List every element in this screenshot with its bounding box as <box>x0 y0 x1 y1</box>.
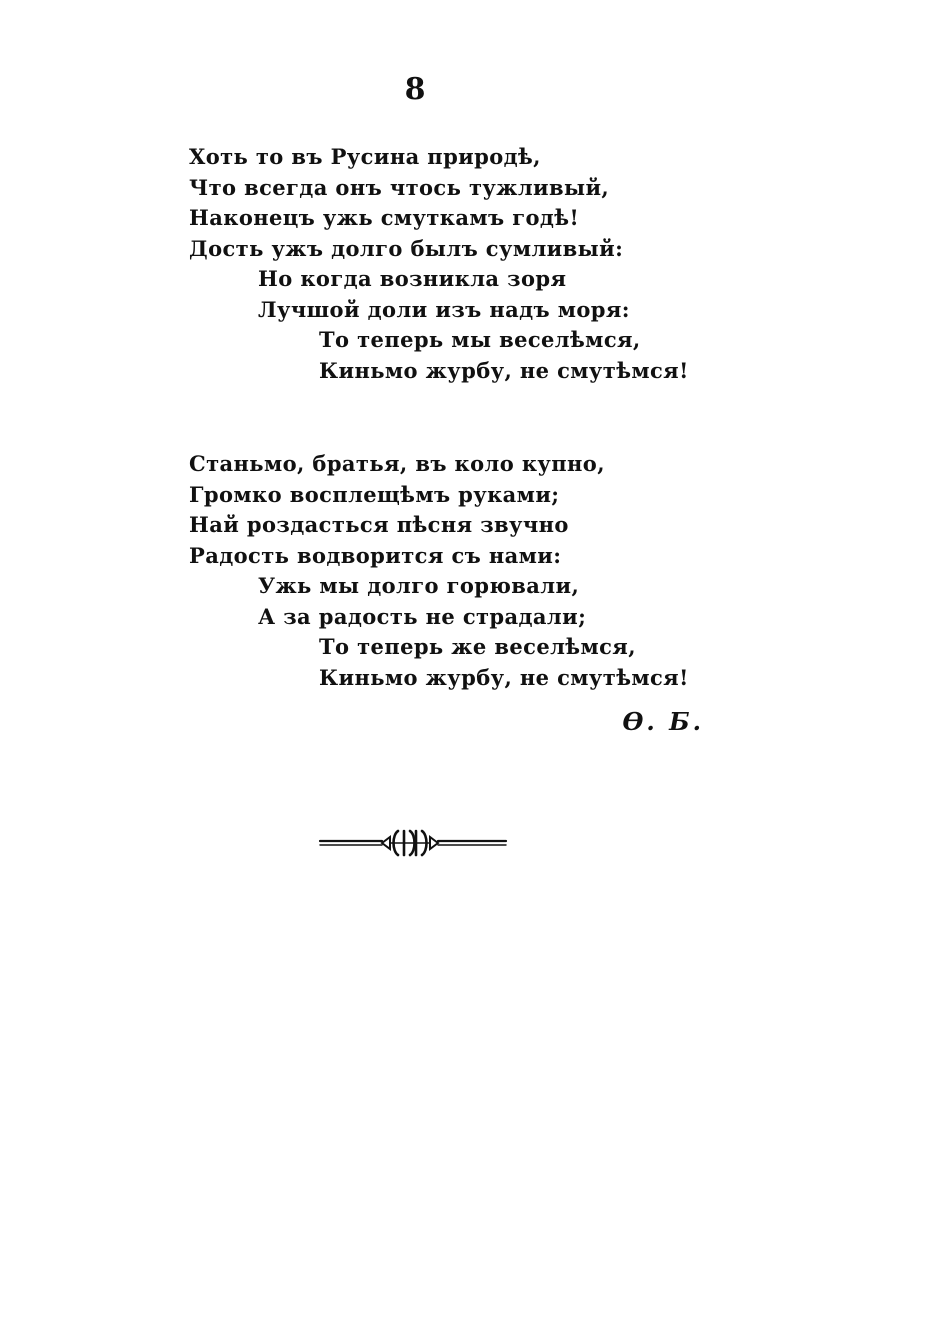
verse-line: Наконецъ ужь смуткамъ годѣ! <box>189 205 580 230</box>
verse-line: Най роздасться пѣсня звучно <box>189 512 569 537</box>
author-signature: Ѳ. Б. <box>622 707 704 736</box>
poem-stanza-1 <box>189 142 689 386</box>
verse-line: Ужь мы долго горювали, <box>258 573 580 598</box>
verse-line: Дость ужъ долго былъ сумливый: <box>189 235 624 261</box>
poem-stanza-2 <box>189 449 689 693</box>
verse-line: То теперь же веселѣмся, <box>319 634 636 659</box>
verse-line: Громко восплещѣмъ руками; <box>189 481 560 507</box>
verse-line: Но когда возникла зоря <box>258 266 567 291</box>
decorative-divider-icon <box>316 826 510 864</box>
page-number: 8 <box>404 72 426 107</box>
verse-line: А за радость не страдали; <box>258 603 587 629</box>
verse-line: Киньмо журбу, не смутѣмся! <box>319 357 689 383</box>
verse-line: Что всегда онъ чтось тужливый, <box>189 174 610 200</box>
verse-line: Станьмо, братья, въ коло купно, <box>189 451 605 476</box>
verse-line: То теперь мы веселѣмся, <box>319 327 641 352</box>
verse-line: Хоть то въ Русина природѣ, <box>189 144 541 169</box>
verse-line: Киньмо журбу, не смутѣмся! <box>319 664 689 690</box>
verse-line: Лучшой доли изъ надъ моря: <box>258 296 630 322</box>
verse-line: Радость водворится съ нами: <box>189 542 562 568</box>
